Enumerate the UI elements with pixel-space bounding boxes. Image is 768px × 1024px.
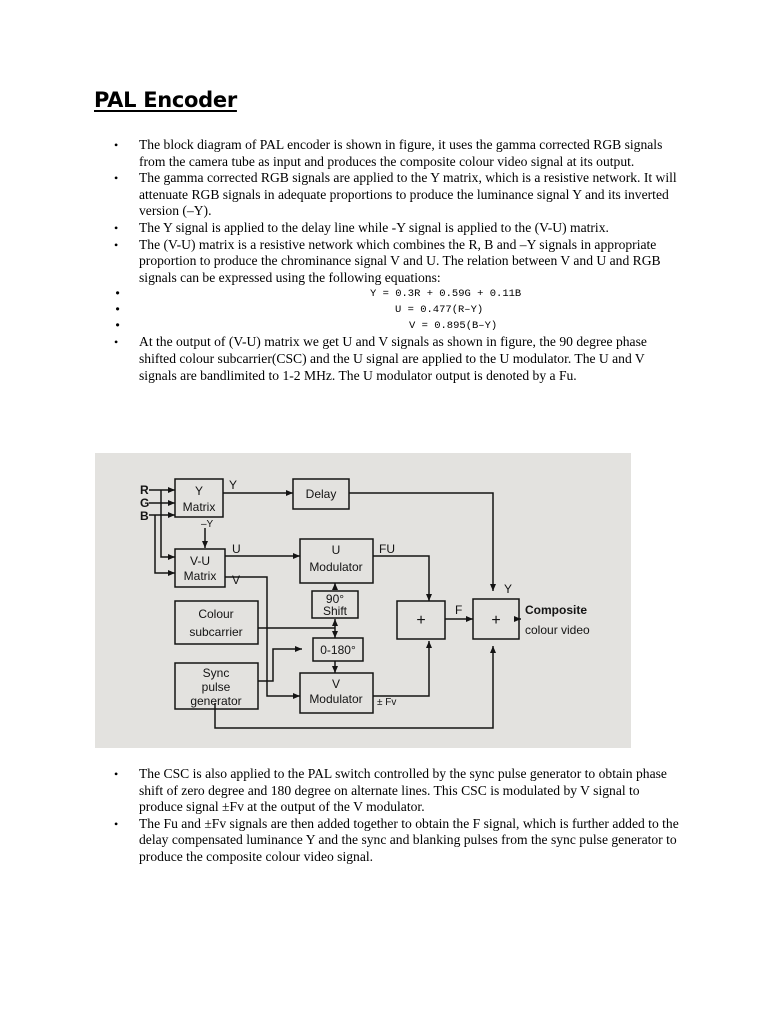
v-modulator-line1: V [331,677,341,691]
equation-item [0,318,768,334]
block-diagram-figure [95,453,631,748]
list-item [0,816,768,866]
shift90-line2: Shift [322,604,348,618]
neg-y-label: –Y [201,519,214,530]
vu-matrix-line2: Matrix [183,569,217,583]
y-output-label: Y [229,478,238,492]
list-item [0,170,768,220]
list-item-text: The Fu and ±Fv signals are then added together to obtain the F signal, which is further added to the delay compensated luminance Y and the sync and blanking pulses from the sync pulse generator to produce the composite colour video signal. [139,815,679,864]
u-output-label: U [232,542,241,556]
pal-encoder-block-diagram [95,453,631,748]
equation-u: U = 0.477(R–Y) [395,304,484,317]
equation-v: V = 0.895(B–Y) [409,320,498,333]
bullet-icon: • [114,237,119,252]
equation-item [0,302,768,318]
adder2-symbol: + [491,612,501,629]
bullet-icon: • [114,303,122,318]
list-item-text: The CSC is also applied to the PAL switch controlled by the sync pulse generator to obtain phase shift of zero degree and 180 degree on alternate lines. This CSC is modulated by V signal to produce signal ±Fv at the output of the V modulator. [139,766,667,815]
bullet-icon: • [114,767,119,781]
y-matrix-line2: Matrix [182,500,216,514]
output-line1: Composite [525,603,588,617]
y-input-label: Y [504,582,513,596]
list-item-text: The (V-U) matrix is a resistive network which combines the R, B and –Y signals in appropriate proportion to produce the chrominance signal V and U. The relation between V and U and RGB signals can be expressed using the following equations: [139,236,661,285]
bullet-icon: • [114,138,119,152]
fu-label: FU [379,542,395,556]
fv-label: ± Fv [377,697,397,708]
bullet-icon: • [114,335,119,350]
bullet-icon: • [114,171,119,186]
y-matrix-line1: Y [194,484,204,498]
v-output-label: V [232,573,241,587]
output-line2: colour video [525,623,590,637]
colour-subcarrier-line1: Colour [198,607,234,621]
v-modulator-line2: Modulator [309,692,363,706]
list-item [0,220,768,237]
sync-line1: Sync [202,666,230,680]
input-g-label: G [140,496,150,510]
bullet-icon: • [114,220,119,235]
f-label: F [455,603,463,617]
delay-label: Delay [305,487,337,501]
list-item [0,137,768,170]
equation-y: Y = 0.3R + 0.59G + 0.11B [370,288,522,301]
list-item [0,334,768,384]
u-modulator-line1: U [331,543,341,557]
list-item-text: The gamma corrected RGB signals are applied to the Y matrix, which is a resistive network. It will attenuate RGB signals in adequate proportions to produce the luminance signal Y and its inverted version (–Y). [139,170,677,219]
list-item [0,237,768,287]
input-b-label: B [140,509,149,523]
equation-item [0,286,768,302]
adder1-symbol: + [416,612,426,629]
bullet-icon: • [114,319,122,334]
colour-subcarrier-line2: subcarrier [189,625,243,639]
bullet-list-bottom [0,766,768,866]
list-item [0,766,768,816]
bullet-icon: • [114,287,122,302]
list-item-text: The block diagram of PAL encoder is shown in figure, it uses the gamma corrected RGB signals from the camera tube as input and produces the composite colour video signal at its output. [139,137,663,169]
sync-line2: pulse [201,680,231,694]
list-item-text: The Y signal is applied to the delay line while -Y signal is applied to the (V-U) matrix. [139,219,609,235]
vu-matrix-line1: V-U [189,554,211,568]
sync-line3: generator [190,694,242,708]
bullet-icon: • [114,816,119,831]
page-title: PAL Encoder [94,88,237,112]
list-item-text: At the output of (V-U) matrix we get U and V signals as shown in figure, the 90 degree phase shifted colour subcarrier(CSC) and the U signal are applied to the U modulator. The U and V signals are bandlimited to 1-2 MHz. The U modulator output is denoted by a Fu. [139,334,647,383]
bullet-list-top [0,137,768,384]
shift90-line1: 90° [325,592,345,606]
switch-label: 0-180° [320,643,356,657]
u-modulator-line2: Modulator [309,560,363,574]
input-r-label: R [140,483,149,497]
